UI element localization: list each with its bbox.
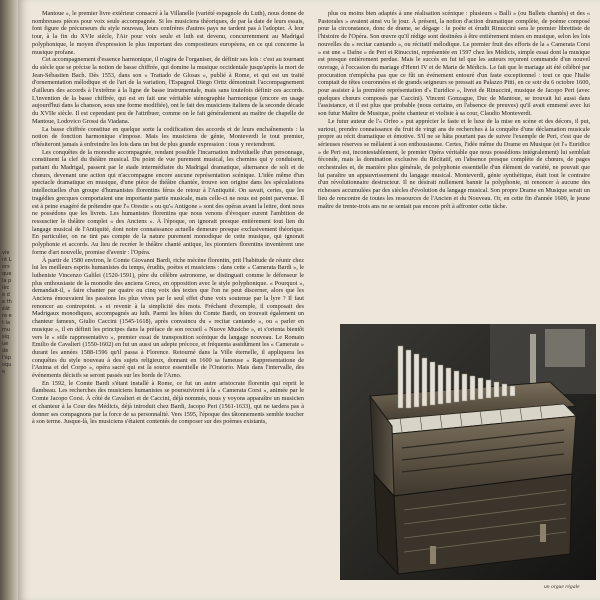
book-gutter (0, 0, 18, 600)
paragraph: En 1592, le Comte Bardi s'étant installé à Rome, ce fut un autre aristocrate florentin qui reprit le flambeau. Les recherches des musiciens humanistes se poursuivirent à la « Camerata Corsi », animée par le Comte Jacopo Corsi. À côté de Cavalieri et de Caccini, déjà nommés, nous y voyons apparaître un musicien et chanteur à la Cour des Médicis, déjà introduit chez Bardi, Jacopo Peri (1561-1633), qui ne tardera pas à donner ses compagnons par la force de sa personnalité. Vers 1595, l'époque des tâtonnements semble toucher à son terme. Jusque-là, les musiciens s'étaient contentés de composer sur des poèmes existants, (32, 379, 304, 426)
paragraph: La basse chiffrée constitue en quelque sorte la codification des accords et de leurs enchaînements : la notion de fonction harmonique s'impose. Mais les musiciens de génie, Monteverdi le tout premier, n'hésiteront jamais à enfreindre les lois dans un but de plus grande expression : tous y reviendront. (32, 125, 304, 148)
figure-caption: un orgue régale (544, 584, 580, 590)
book-page (18, 0, 600, 600)
paragraph: Les conquêtes de la monodie accompagnée, rendant possible l'incarnation individuelle d'un personnage, constituent la clef du théâtre musical. Du point de vue purement musical, les chemins qui y conduisent, partant du Madrigal, passent par le stade intermédiaire du Madrigal dramatique, alternance de soli et de chœurs, devenant une action qui n'accompagne encore aucune représentation scénique. L'idée même d'un spectacle dramatique en musique, d'une pièce de théâtre chantée, trouve son origine dans les spéculations intellectuelles d'un groupe d'humanistes florentins férus de retour à l'Antiquité. On savait, certes, que les tragédies grecques comportaient une importante partie musicale, mais celle-ci ne nous est point parvenue. Il est à peine exagéré de prétendre que l'« Orestie » ou qu'« Antigone » sont des opéras avant la lettre, dont nous ne possédons que les livrets. Les humanistes florentins que nous venons d'évoquer eurent l'ambition de ressusciter le théâtre complet « des Anciens ». À l'époque, on ignorait presque entièrement tout lien du langage musical de l'Antiquité, dont notre connaissance actuelle demeure presque exclusivement théorique. En particulier, on ne tint pas compte de la nature purement monodique de cette musique, qui ignorait polyphonie et accords. Au lieu de recréer le théâtre chanté antique, les pionniers florentins inventèrent une forme d'art nouvelle, promise d'avenir : l'Opéra. (32, 148, 304, 256)
paragraph: Le futur auteur de l'« Orfeo » put apprécier le faste et le luxe de la mise en scène et des décors, il put, surtout, prendre connaissance du fruit de vingt ans de recherches à la conquête d'une déclamation musicale propre au récit dramatique et émotive. S'il ne se hâta pourtant pas de suivre l'exemple de Peri, c'est que de sérieuses réserves se mêlaient à son enthousiasme. Certes, l'idée même du Drame en Musique (et l'« Euridice » de Peri est, incontestablement, le premier Opéra véritable que nous possédions intégralement) lui semblait féconde, mais la domination exclusive du Récitatif, en l'absence presque complète de chœurs, de pages orchestrales et, de manière plus générale, de polyphonie essentielle d'un élément de variété, ne pouvait que lui paraître un appauvrissement du langage musical. Monteverdi, génie synthétique, était tout le contraire d'un révolutionnaire destructeur. Il ne désirait nullement bannir la polyphonie, ni renoncer à aucune des richesses accumulées par des siècles d'évolution du langage musical. Son propre Drame en Musique serait un lieu de rencontre de toutes les ressources de l'Ancien et du Nouveau. Or, en cette fin d'année 1600, le jeune maître de trente-trois ans ne se sentait pas encore prêt à affronter cette tâche. (318, 117, 590, 210)
regal-organ-photo (340, 324, 596, 580)
facing-page-text-fragment: vient Lorsque la pièce de théâtre et la musique de l'époque (2, 250, 12, 375)
regal-organ-illustration (340, 324, 596, 580)
right-text-column (318, 10, 590, 332)
paragraph: Cet accompagnement d'essence harmonique, il n'agira de l'organiser, de définir ses lois : c'est au tournant du siècle que se précise la notion de basse chiffrée, qui domine la musique occidentale jusqu'après la mort de Jean-Sébastien Bach. Dès 1553, dans son « Trattado de Glosas », publié à Rome, et qui est un traité d'ornementation mélodique et de l'art de la variation, l'Espagnol Diego Ortiz démontrait l'accompagnement d'ailleurs des accords à l'extrême à la ligne de basse instrumentale, mais sans toutefois définir ces accords. L'invention de la basse chiffrée, qui est en fait une véritable sténographie harmonique (encore en usage aujourd'hui dans la chanson, sous une forme modifiée), ont le fait des musiciens italiens de la seconde décade du XVIIe siècle. Il est cependant peu de l'attribuer, comme on le fait généralement au maître de chapelle de Mantoue, Lodovico Grossi da Viadana. (32, 56, 304, 125)
paragraph: plus ou moins bien adaptés à une réalisation scénique : plusieurs « Balli » (ou Ballets chantés) et des « Pastorales » avaient ainsi vu le jour. À présent, la notion d'action dramatique complète, de poème composé pour la circonstance, donc de drame, se dégage : le poète et érudit Rinuccini sera le premier librettiste de l'histoire de l'Opéra. Son œuvre qu'il rédige sont destinées à être entièrement mises en musique, selon les lois nouvelles du « recitar cantando », ou récitatif mélodique. Le premier fruit des efforts de la « Camerata Corsi » est une « Dafne » de Peri et Rinuccini, représentée en 1597 chez les Médicis, simple essai dont la musique est presque entièrement perdue. Mais le succès en fut tel que les auteurs reçurent commande d'un nouvel ouvrage, à l'occasion du mariage d'Henri IV et de Marie de Médicis. Le fait que le mariage ait été célébré par procuration n'empêcha pas que ce fût un événement entouré d'un faste exceptionnel : tout ce que l'Italie comptait de têtes couronnées et de grands seigneurs se pressait au Palazzo Pitti, en ce soir du 6 octobre 1600, pour assister à la première représentation d'« Euridice », livret de Rinuccini, musique de Jacopo Peri (avec quelques chœurs composés par Caccini). Vincent Gonzague, Duc de Mantoue, se trouvait lui aussi dans l'assistance, et il est plus que probable (nous certains, en l'absence de preuves) qu'il avait emmené avec lui son futur Maître de Musique, poète chanteur et violiste à sa cour, Claudio Monteverdi. (318, 10, 590, 118)
left-text-column (32, 10, 304, 598)
paragraph: À partir de 1580 environ, le Comte Giovanni Bardi, riche mécène florentin, prit l'habitude de réunir chez lui les meilleurs esprits humanistes du temps, érudits, poètes et musiciens : dans cette « Camerata Bardi », le lutheniste Vincenzo Galilei (1520-1591), père du célèbre astronome, se distinguait comme le défenseur le plus enthousiaste de la monodie des anciens Grecs, en opposition avec le style polyphonique. « Pourquoi », demandait-il, « faire chanter par quatre ou cinq voix des textes que l'on ne peut discerner, alors que les Anciens émouvaient les passions les plus vives par le seul effet d'une voix soutenue par la lyre ? Il faut renoncer au contrepoint. » et revenir à la simplicité des mots. Fréchant d'exemple, il composait des Madrigaux monodiques, accompagnés au luth. Parmi les hôtes du Comte Bardi, on trouvait également un chanteur fameux, Giulio Caccini (1545-1618), après convaincu du « recitar cantando », ou « parler en musique », il en définit les principes dans la préface de son recueil « Nuove Musiche », et s'orienta bientôt vers le « stile rappresentativo », premier essai de transposition scénique du langage nouveau. Le Romain Emilio de Cavalieri (1550-1602) en fut un aussi un adepte précoce, et fréquenta assidûment les « Camerate » durant les années 1588-1596 qu'il passa à Florence. Retourné dans la Ville éternelle, il appliquera les conquêtes du style nouveau à des sujets religieux, donnant en 1600 sa fameuse « Rappresentatione de l'Anima et del Corpo », opéra sacré qui est la source essentielle de l'Oratorio. Mais dans l'intervalle, des événements décisifs se seront passés sur les bords de l'Arno. (32, 256, 304, 380)
paragraph: Mantoue », le premier livre extérieur consacré à la Villanelle (variété espagnole du Luth), nous donne de nombreuses pièces pour voix seule accompagnée. Si les musiciens théoriques, de par la date de leurs essais, font figure de précurseurs du style nouveau, leurs confrères d'autres pays ne tardent pas à l'adopter. À leur tour, à la fin du XVIe siècle, l'Air pour voix seule et luth est devenu, concurremment au Madrigal polyphonique, le moyen d'expression le plus important des compositeurs européens, en ce qui concerne la musique profane. (32, 10, 304, 56)
